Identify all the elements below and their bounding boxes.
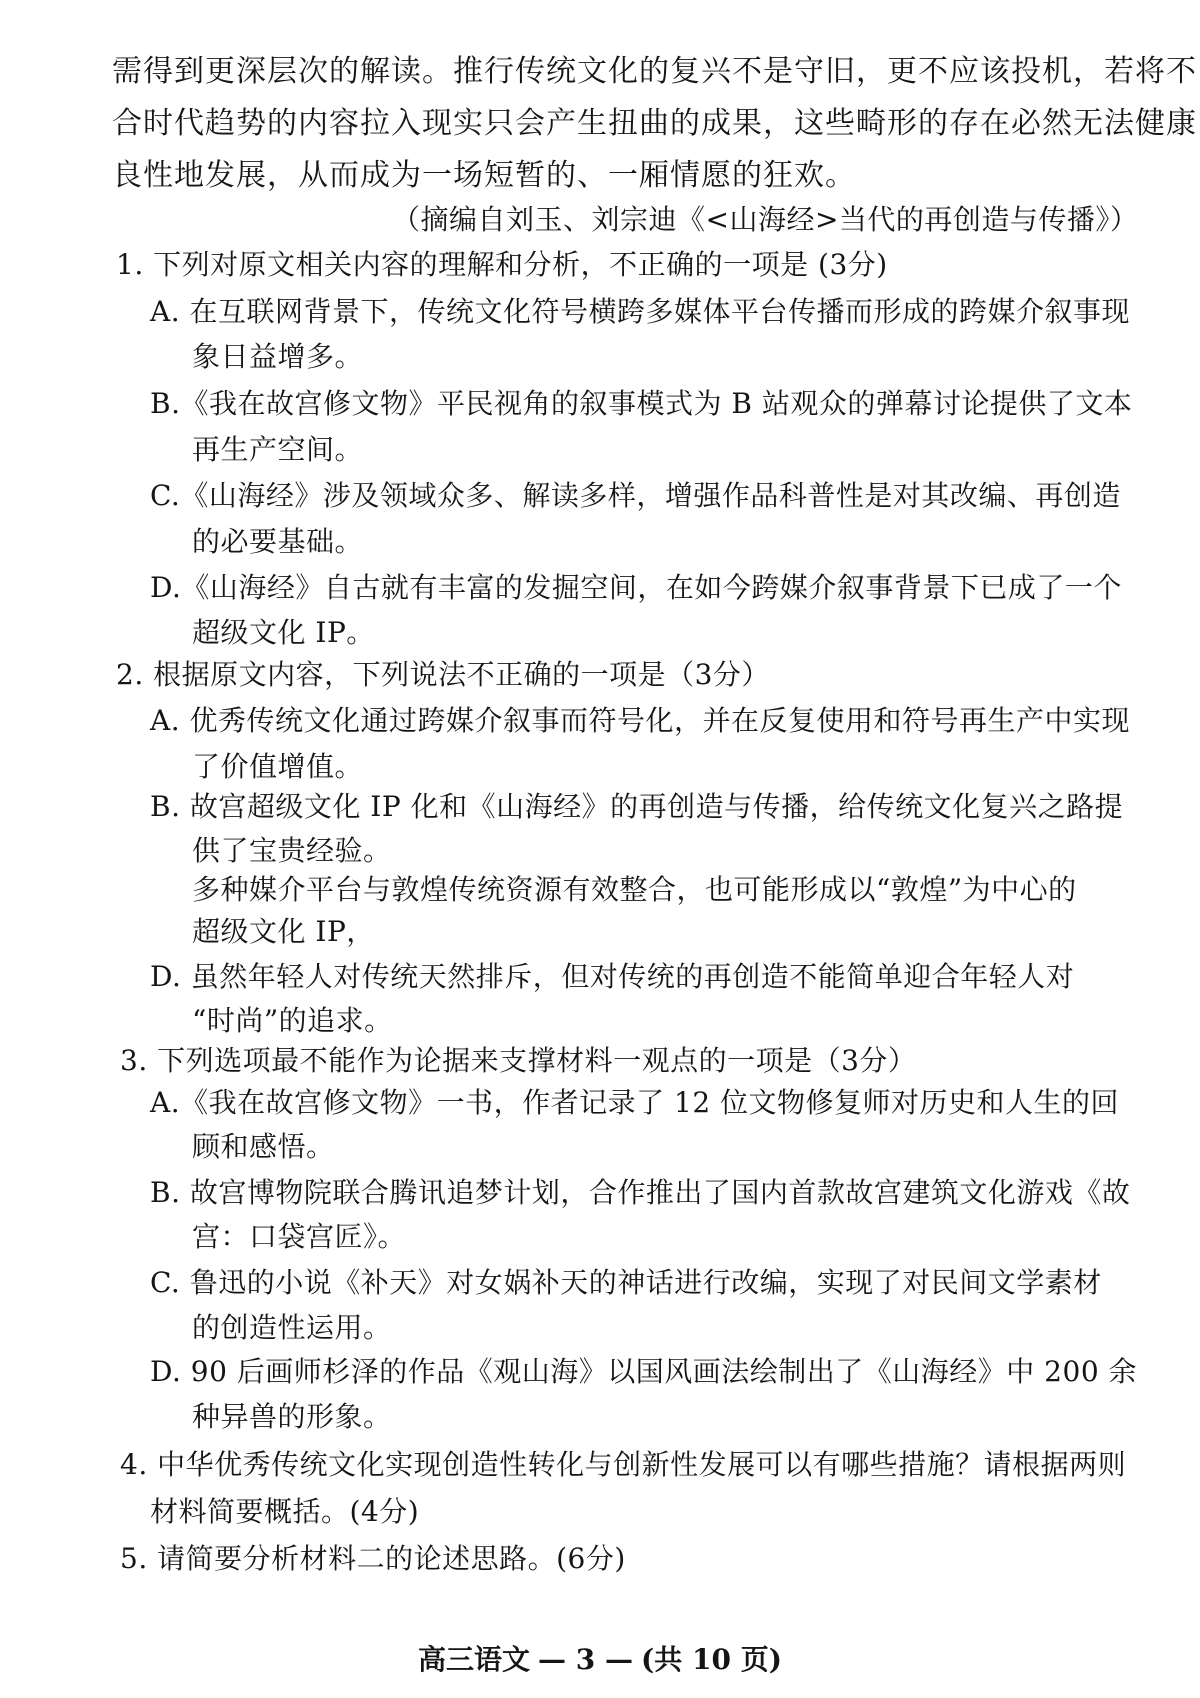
page-footer	[0, 1638, 1200, 1678]
question-4-stem-cont: 材料简要概括。(4分)	[150, 1495, 420, 1528]
question-1-option-c-cont: 的必要基础。	[192, 525, 364, 558]
question-2-option-a-cont: 了价值增值。	[192, 750, 364, 783]
question-1-option-b-cont: 再生产空间。	[192, 433, 364, 466]
passage-line: 合时代趋势的内容拉入现实只会产生扭曲的成果，这些畸形的存在必然无法健康	[112, 106, 1197, 141]
question-1-option-a: A. 在互联网背景下，传统文化符号横跨多媒体平台传播而形成的跨媒介叙事现	[150, 295, 1131, 328]
question-3-stem: 3. 下列选项最不能作为论据来支撑材料一观点的一项是（3分）	[120, 1044, 917, 1077]
question-1-option-b: B.《我在故宫修文物》平民视角的叙事模式为 B 站观众的弹幕讨论提供了文本	[150, 387, 1133, 420]
question-3-option-a-cont: 顾和感悟。	[192, 1130, 335, 1163]
question-2-option-a: A. 优秀传统文化通过跨媒介叙事而符号化，并在反复使用和符号再生产中实现	[150, 704, 1131, 737]
question-3-option-b: B. 故宫博物院联合腾讯追梦计划，合作推出了国内首款故宫建筑文化游戏《故	[150, 1176, 1131, 1209]
question-3-option-c-cont: 的创造性运用。	[192, 1311, 392, 1344]
question-2-option-d-cont: “时尚”的追求。	[192, 1004, 393, 1037]
question-2-option-d: D. 虽然年轻人对传统天然排斥，但对传统的再创造不能简单迎合年轻人对	[150, 960, 1075, 993]
question-5-stem: 5. 请简要分析材料二的论述思路。(6分)	[120, 1542, 626, 1575]
passage-line: 良性地发展，从而成为一场短暂的、一厢情愿的狂欢。	[112, 158, 856, 193]
question-3-option-d: D. 90 后画师杉泽的作品《观山海》以国风画法绘制出了《山海经》中 200 余	[150, 1355, 1138, 1388]
question-3-option-d-cont: 种异兽的形象。	[192, 1400, 392, 1433]
passage-source: （摘编自刘玉、刘宗迪《<山海经>当代的再创造与传播》）	[392, 203, 1139, 236]
question-4-stem: 4. 中华优秀传统文化实现创造性转化与创新性发展可以有哪些措施？请根据两则	[120, 1448, 1127, 1481]
question-1-option-d: D.《山海经》自古就有丰富的发掘空间，在如今跨媒介叙事背景下已成了一个	[150, 571, 1122, 604]
question-1-option-d-cont: 超级文化 IP。	[192, 616, 375, 649]
passage-line: 需得到更深层次的解读。推行传统文化的复兴不是守旧，更不应该投机，若将不	[112, 54, 1197, 89]
question-2-option-b-cont: 供了宝贵经验。	[192, 834, 392, 867]
question-2-option-b: B. 故宫超级文化 IP 化和《山海经》的再创造与传播，给传统文化复兴之路提	[150, 790, 1124, 823]
question-2-option-c: 多种媒介平台与敦煌传统资源有效整合，也可能形成以“敦煌”为中心的	[192, 873, 1077, 906]
question-3-option-b-cont: 宫：口袋宫匠》。	[192, 1220, 407, 1253]
question-3-option-c: C. 鲁迅的小说《补天》对女娲补天的神话进行改编，实现了对民间文学素材	[150, 1266, 1102, 1299]
question-1-option-c: C.《山海经》涉及领域众多、解读多样，增强作品科普性是对其改编、再创造	[150, 479, 1121, 512]
footer-total-pages: (共 10 页)	[641, 1643, 782, 1676]
question-3-option-a: A.《我在故宫修文物》一书，作者记录了 12 位文物修复师对历史和人生的回	[150, 1086, 1120, 1119]
question-1-option-a-cont: 象日益增多。	[192, 340, 364, 373]
question-2-stem: 2. 根据原文内容，下列说法不正确的一项是（3分）	[116, 658, 770, 691]
question-2-option-c-cont: 超级文化 IP，	[192, 915, 375, 948]
question-1-stem: 1. 下列对原文相关内容的理解和分析，不正确的一项是 (3分)	[116, 248, 888, 281]
footer-subject: 高三语文	[418, 1643, 531, 1676]
footer-page-number: — 3 —	[538, 1643, 634, 1676]
